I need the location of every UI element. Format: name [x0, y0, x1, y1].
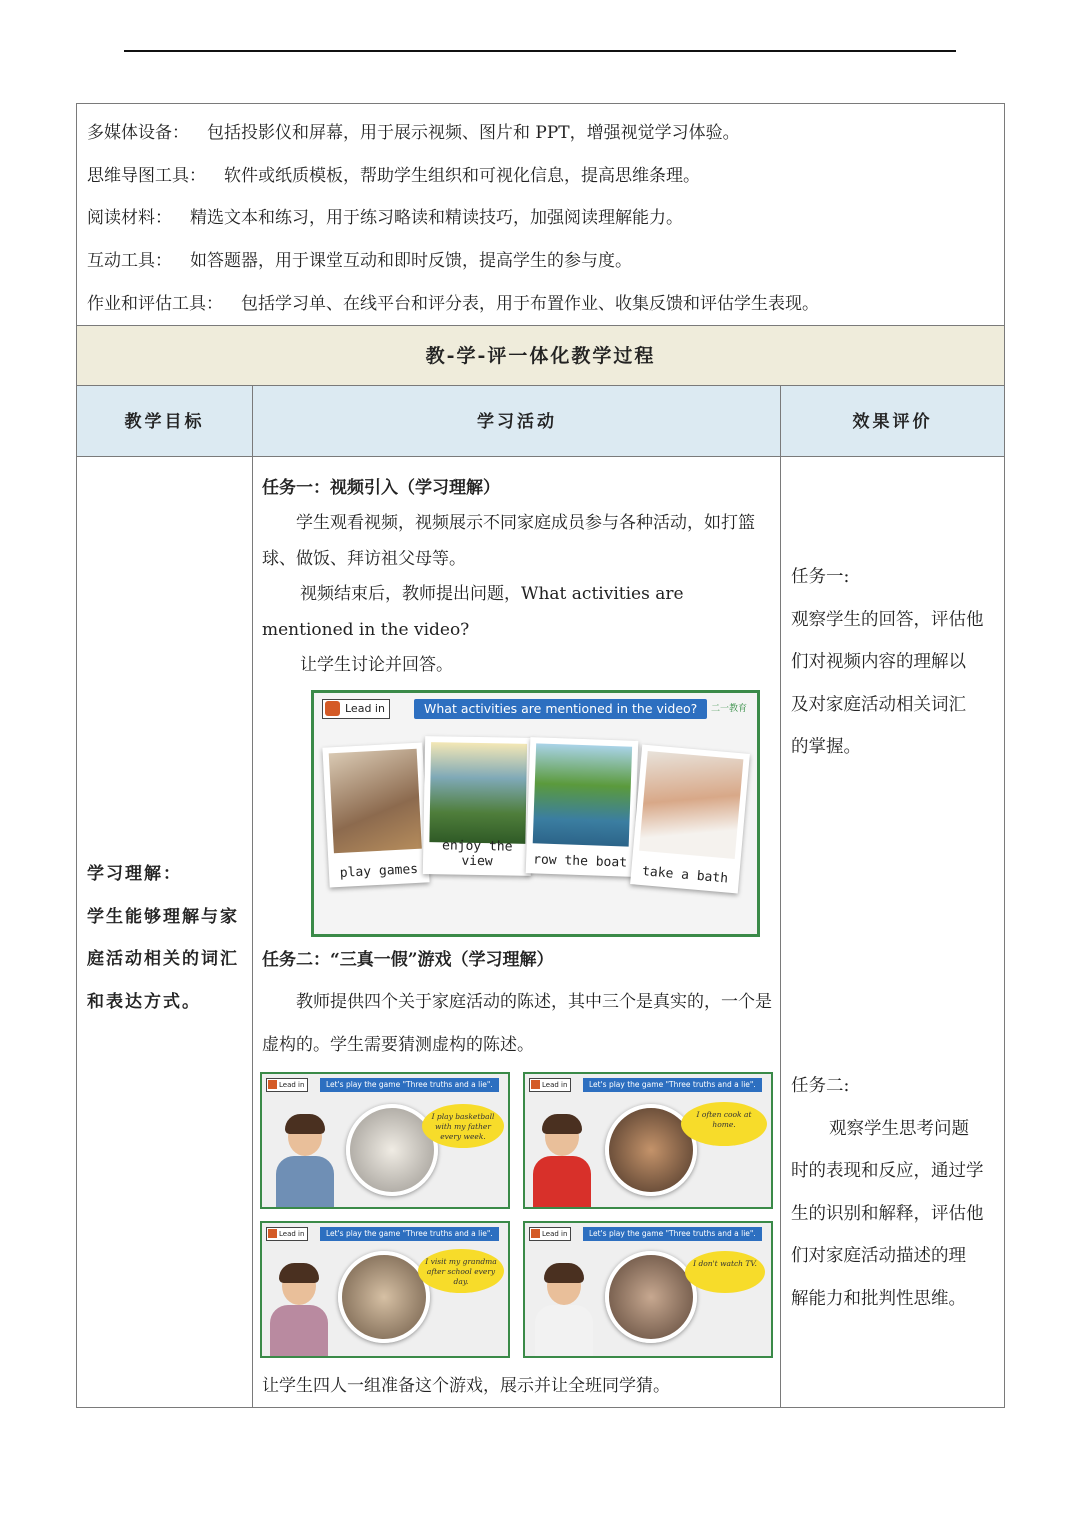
speech-bubble: I visit my grandma after school every day. [418, 1249, 504, 1293]
game-slide: Lead in Let's play the game "Three truths and a lie". I visit my grandma after school every day. [260, 1221, 510, 1358]
header-rule [124, 50, 956, 52]
header-evaluation: 效果评价 [852, 412, 933, 432]
photo-take-bath [639, 751, 743, 859]
photo-card [322, 742, 429, 887]
evaluation-task2: 任务二: 观察学生思考问题 时的表现和反应，通过学 生的识别和解释，评估他 们对家庭活动描述的理 解能力和批判性思维。 [791, 1065, 1001, 1320]
header-goal: 教学目标 [124, 412, 205, 432]
photo-card [526, 737, 639, 877]
resource-item: 阅读材料： 精选文本和练习，用于练习略读和精读技巧，加强阅读理解能力。 [87, 208, 683, 229]
photo-play-games [329, 749, 422, 853]
table-body [76, 456, 1005, 1408]
eval-task1-title: 任务一: [791, 567, 850, 587]
resource-item: 思维导图工具： 软件或纸质模板，帮助学生组织和可视化信息，提高思维条理。 [87, 165, 700, 186]
speech-bubble: I don't watch TV. [685, 1251, 765, 1293]
game-slide: Lead in Let's play the game "Three truths and a lie". I play basketball with my father every week. [260, 1072, 510, 1209]
lead-in-slide [311, 690, 760, 937]
house-icon [325, 701, 340, 716]
task2-title: 任务二：“三真一假”游戏（学习理解） [262, 950, 554, 970]
photo-card [630, 745, 750, 894]
task2-paragraph: 教师提供四个关于家庭活动的陈述，其中三个是真实的，一个是虚构的。学生需要猜测虚构的陈述。 [262, 992, 772, 1055]
photo-enjoy-view [429, 742, 527, 844]
slide-question: What activities are mentioned in the video? [414, 699, 707, 719]
activity-task2 [262, 943, 772, 1067]
resource-item: 互动工具： 如答题器，用于课堂互动和即时反馈，提高学生的参与度。 [87, 251, 632, 272]
game-slide: Lead in Let's play the game "Three truths and a lie". I don't watch TV. [523, 1221, 773, 1358]
photo-caption: take a bath [641, 864, 729, 887]
photo-caption: row the boat [532, 852, 628, 871]
section-title: 教-学-评一体化教学过程 [76, 325, 1005, 386]
evaluation-task1: 任务一: 观察学生的回答，评估他 们对视频内容的理解以 及对家庭活动相关词汇 的掌握。 [791, 556, 1001, 769]
activity-task1 [262, 471, 772, 684]
eval-task2-title: 任务二: [791, 1076, 850, 1096]
lead-in-label: Lead in [322, 699, 390, 719]
table-header [76, 385, 1005, 457]
task1-paragraph: 视频结束后，教师提出问题，What activities are mentioned in the video? [262, 584, 684, 640]
resource-item: 多媒体设备： 包括投影仪和屏幕，用于展示视频、图片和 PPT，增强视觉学习体验。 [87, 123, 740, 143]
photo-caption: enjoy the view [441, 838, 513, 870]
teaching-goal: 学习理解： 学生能够理解与家 庭活动相关的词汇 和表达方式。 [87, 864, 239, 1012]
game-slide: Lead in Let's play the game "Three truths and a lie". I often cook at home. [523, 1072, 773, 1209]
header-activity: 学习活动 [477, 412, 557, 432]
task1-paragraph: 让学生讨论并回答。 [300, 655, 453, 675]
photo-grandma [338, 1251, 430, 1343]
photo-row-boat [533, 743, 632, 846]
photo-caption: play games [339, 861, 419, 881]
speech-bubble: I play basketball with my father every week. [422, 1104, 504, 1148]
publisher-logo: 二一教育 [710, 704, 747, 714]
photo-card [423, 736, 533, 876]
photo-tv [605, 1251, 697, 1343]
activity-task2-closing [262, 1369, 772, 1405]
task2-paragraph: 让学生四人一组准备这个游戏，展示并让全班同学猜。 [262, 1376, 670, 1396]
task1-title: 任务一：视频引入（学习理解） [262, 478, 500, 498]
speech-bubble: I often cook at home. [681, 1102, 767, 1146]
resource-item: 作业和评估工具： 包括学习单、在线平台和评分表，用于布置作业、收集反馈和评估学生表现。 [87, 293, 819, 314]
task1-paragraph: 学生观看视频，视频展示不同家庭成员参与各种活动，如打篮球、做饭、拜访祖父母等。 [262, 513, 755, 569]
resources-section [76, 103, 1005, 326]
